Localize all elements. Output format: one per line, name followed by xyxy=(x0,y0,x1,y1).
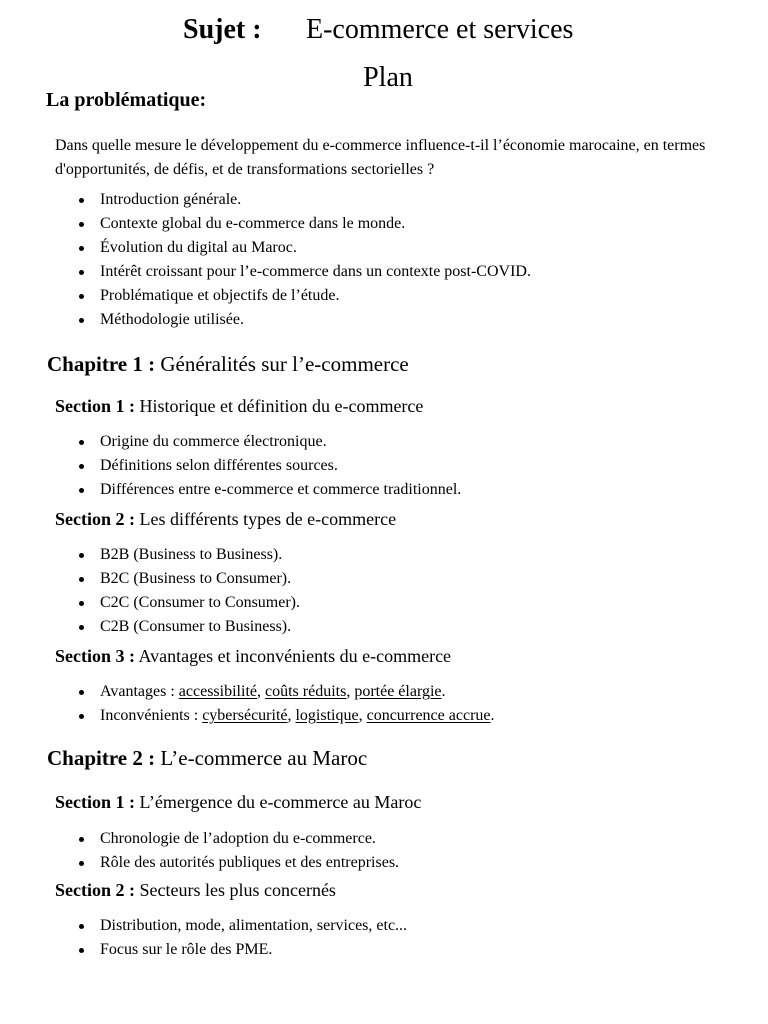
list-item: B2B (Business to Business). xyxy=(46,543,300,567)
list-item: Définitions selon différentes sources. xyxy=(46,454,461,478)
ch2-section-1-list xyxy=(46,827,399,875)
ch2-section-2-heading xyxy=(55,880,336,901)
section-label: Section 3 : xyxy=(55,646,135,666)
list-item: C2B (Consumer to Business). xyxy=(46,615,300,639)
sujet-label: Sujet : xyxy=(183,14,262,45)
ch2-section-1-heading xyxy=(55,792,421,813)
section-title: L’émergence du e-commerce au Maroc xyxy=(135,792,422,812)
separator: , xyxy=(346,683,355,700)
list-item: Introduction générale. xyxy=(46,188,531,212)
list-item: B2C (Business to Consumer). xyxy=(46,567,300,591)
section-title: Historique et définition du e-commerce xyxy=(135,396,424,416)
section-title: Avantages et inconvénients du e-commerce xyxy=(135,646,452,666)
ch1-section-3-list xyxy=(46,680,495,728)
ch1-section-1-list xyxy=(46,430,461,502)
list-item: Problématique et objectifs de l’étude. xyxy=(46,284,531,308)
section-label: Section 2 : xyxy=(55,509,135,529)
section-label: Section 1 : xyxy=(55,792,135,812)
chapter-1-heading xyxy=(47,352,409,377)
list-item xyxy=(46,680,495,704)
avantage-term: portée élargie xyxy=(354,683,442,700)
list-item: Distribution, mode, alimentation, services, etc... xyxy=(46,914,407,938)
list-item: C2C (Consumer to Consumer). xyxy=(46,591,300,615)
plan-heading: Plan xyxy=(363,62,413,93)
ch2-section-2-list xyxy=(46,914,407,962)
list-item: Contexte global du e-commerce dans le monde. xyxy=(46,212,531,236)
ch1-section-2-heading xyxy=(55,509,396,530)
list-item: Rôle des autorités publiques et des entreprises. xyxy=(46,851,399,875)
inconvenients-prefix: Inconvénients : xyxy=(100,707,203,724)
avantage-term: accessibilité xyxy=(178,683,257,700)
inconvenient-term: logistique xyxy=(295,707,359,724)
list-item: Origine du commerce électronique. xyxy=(46,430,461,454)
section-label: Section 1 : xyxy=(55,396,135,416)
list-item: Chronologie de l’adoption du e-commerce. xyxy=(46,827,399,851)
separator: , xyxy=(287,707,296,724)
inconvenient-term: cybersécurité xyxy=(202,707,288,724)
avantage-term: coûts réduits xyxy=(264,683,347,700)
list-item: Intérêt croissant pour l’e-commerce dans un contexte post-COVID. xyxy=(46,260,531,284)
chapter-label: Chapitre 1 : xyxy=(47,352,156,376)
problematique-text: Dans quelle mesure le développement du e-commerce influence-t-il l’économie marocaine, en termes d'opportunités, de défis, et de transformations sectorielles ? xyxy=(55,137,706,178)
terminator: . xyxy=(490,707,495,724)
chapter-title: L’e-commerce au Maroc xyxy=(155,746,368,770)
terminator: . xyxy=(441,683,446,700)
chapter-2-heading xyxy=(47,746,367,771)
list-item: Méthodologie utilisée. xyxy=(46,308,531,332)
list-item xyxy=(46,704,495,728)
chapter-label: Chapitre 2 : xyxy=(47,746,156,770)
problematique-heading: La problématique: xyxy=(46,89,207,111)
section-title: Secteurs les plus concernés xyxy=(135,880,336,900)
ch1-section-2-list xyxy=(46,543,300,639)
sujet-value: E-commerce et services xyxy=(306,14,574,45)
ch1-section-1-heading xyxy=(55,396,423,417)
ch1-section-3-heading xyxy=(55,646,451,667)
separator: , xyxy=(256,683,265,700)
avantages-prefix: Avantages : xyxy=(100,683,179,700)
list-item: Évolution du digital au Maroc. xyxy=(46,236,531,260)
section-label: Section 2 : xyxy=(55,880,135,900)
chapter-title: Généralités sur l’e-commerce xyxy=(155,352,409,376)
section-title: Les différents types de e-commerce xyxy=(135,509,397,529)
document-title xyxy=(0,14,768,54)
separator: , xyxy=(358,707,367,724)
intro-list xyxy=(46,188,531,332)
inconvenient-term: concurrence accrue xyxy=(366,707,491,724)
list-item: Différences entre e-commerce et commerce traditionnel. xyxy=(46,478,461,502)
list-item: Focus sur le rôle des PME. xyxy=(46,938,407,962)
